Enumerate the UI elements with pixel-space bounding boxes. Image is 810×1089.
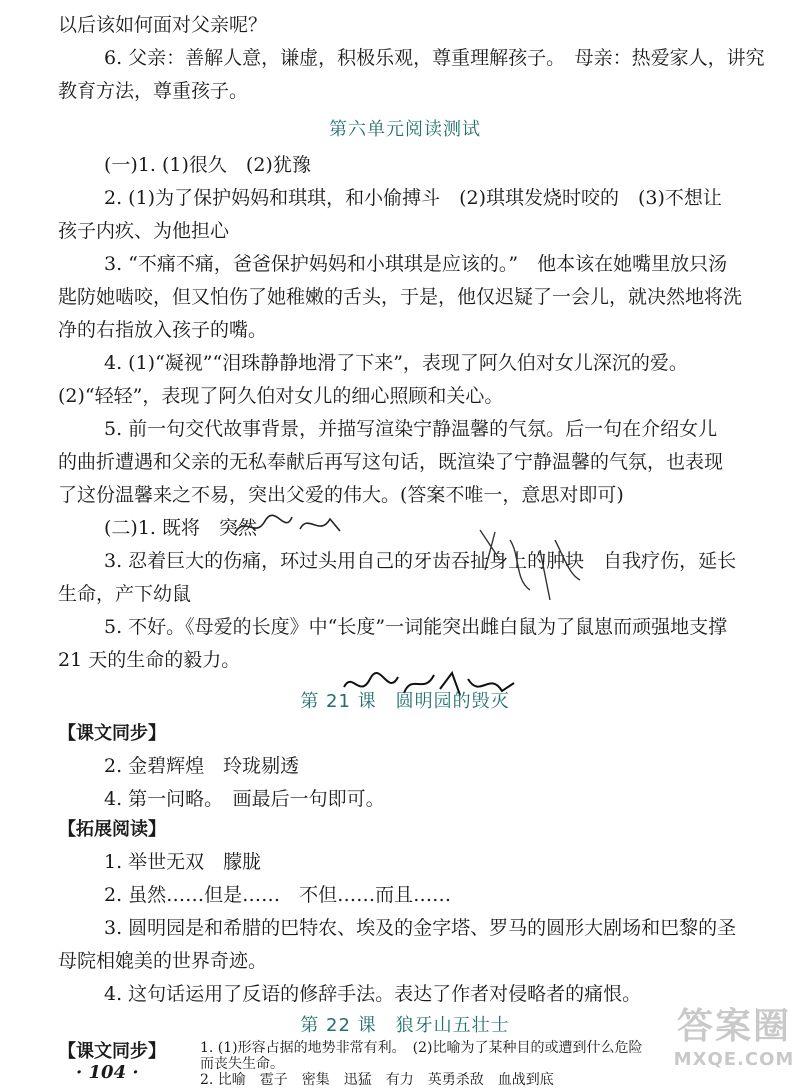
lesson-heading: 第 21 课 圆明园的毁灭 — [300, 691, 510, 712]
text-line: 3. 忍着巨大的伤痛，环过头用自己的牙齿吞扯身上的肿块 自我疗伤，延长 — [104, 550, 737, 572]
text-line: (2)“轻轻”，表现了阿久伯对女儿的细心照顾和关心。 — [58, 385, 504, 407]
text-line: 而丧失生命。 — [200, 1056, 284, 1072]
text-line: (二)1. 既将 突然 — [104, 517, 257, 539]
text-line: 1. 举世无双 朦胧 — [104, 851, 262, 873]
text-line: 的曲折遭遇和父亲的无私奉献后再写这句话，既渲染了宁静温馨的气氛，也表现 — [58, 451, 724, 473]
text-line: 了这份温馨来之不易，突出父爱的伟大。(答案不唯一，意思对即可) — [58, 484, 624, 506]
text-line: 匙防她啮咬，但又怕伤了她稚嫩的舌头，于是，他仅迟疑了一会儿，就决然地将洗 — [58, 286, 743, 308]
text-line: 4. 这句话运用了反语的修辞手法。表达了作者对侵略者的痛恨。 — [104, 983, 642, 1005]
text-line: 教育方法，尊重孩子。 — [58, 80, 249, 102]
text-line: 2. (1)为了保护妈妈和琪琪，和小偷搏斗 (2)琪琪发烧时咬的 (3)不想让 — [104, 187, 722, 209]
section-label: 【课文同步】 — [58, 723, 166, 744]
text-line: 6. 父亲：善解人意，谦虚，积极乐观，尊重理解孩子。 母亲：热爱家人，讲究 — [104, 47, 765, 69]
text-line: 4. (1)“凝视”“泪珠静静地滑了下来”，表现了阿久伯对女儿深沉的爱。 — [104, 352, 688, 374]
text-line: 3. 圆明园是和希腊的巴特农、埃及的金字塔、罗马的圆形大剧场和巴黎的圣 — [104, 917, 737, 939]
watermark-logo: 答案圈 MXQE.COM — [673, 1006, 795, 1070]
lesson-heading: 第 22 课 狼牙山五壮士 — [300, 1015, 510, 1036]
text-line: 1. (1)形容占据的地势非常有利。 (2)比喻为了某种目的或遭到什么危险 — [200, 1040, 643, 1056]
text-line: 母院相媲美的世界奇迹。 — [58, 950, 268, 972]
text-line: 4. 第一问略。 画最后一句即可。 — [104, 788, 385, 810]
text-line: 孩子内疚、为他担心 — [58, 220, 230, 242]
text-line: 21 天的生命的毅力。 — [58, 649, 241, 671]
section-label: 【课文同步】 — [58, 1041, 166, 1062]
page-number: · 104 · — [76, 1062, 139, 1083]
text-line: 2. 金碧辉煌 玲珑剔透 — [104, 755, 300, 777]
section-label: 【拓展阅读】 — [58, 819, 166, 840]
text-line: 3. “不痛不痛，爸爸保护妈妈和小琪琪是应该的。” 他本该在她嘴里放只汤 — [104, 253, 728, 275]
text-line: 5. 前一句交代故事背景，并描写渲染宁静温馨的气氛。后一句在介绍女儿 — [104, 418, 718, 440]
text-line: 以后该如何面对父亲呢？ — [58, 14, 268, 36]
text-line: 2. 比喻 雹子 密集 迅猛 有力 英勇杀敌 血战到底 — [200, 1072, 554, 1088]
text-line: (一)1. (1)很久 (2)犹豫 — [104, 154, 311, 176]
text-line: 生命，产下幼鼠 — [58, 583, 192, 605]
unit-heading: 第六单元阅读测试 — [329, 119, 481, 140]
text-line: 5. 不好。《母爱的长度》中“长度”一词能突出雌白鼠为了鼠崽而顽强地支撑 — [104, 616, 728, 638]
text-line: 2. 虽然……但是…… 不但……而且…… — [104, 884, 452, 906]
text-line: 净的右指放入孩子的嘴。 — [58, 319, 268, 341]
